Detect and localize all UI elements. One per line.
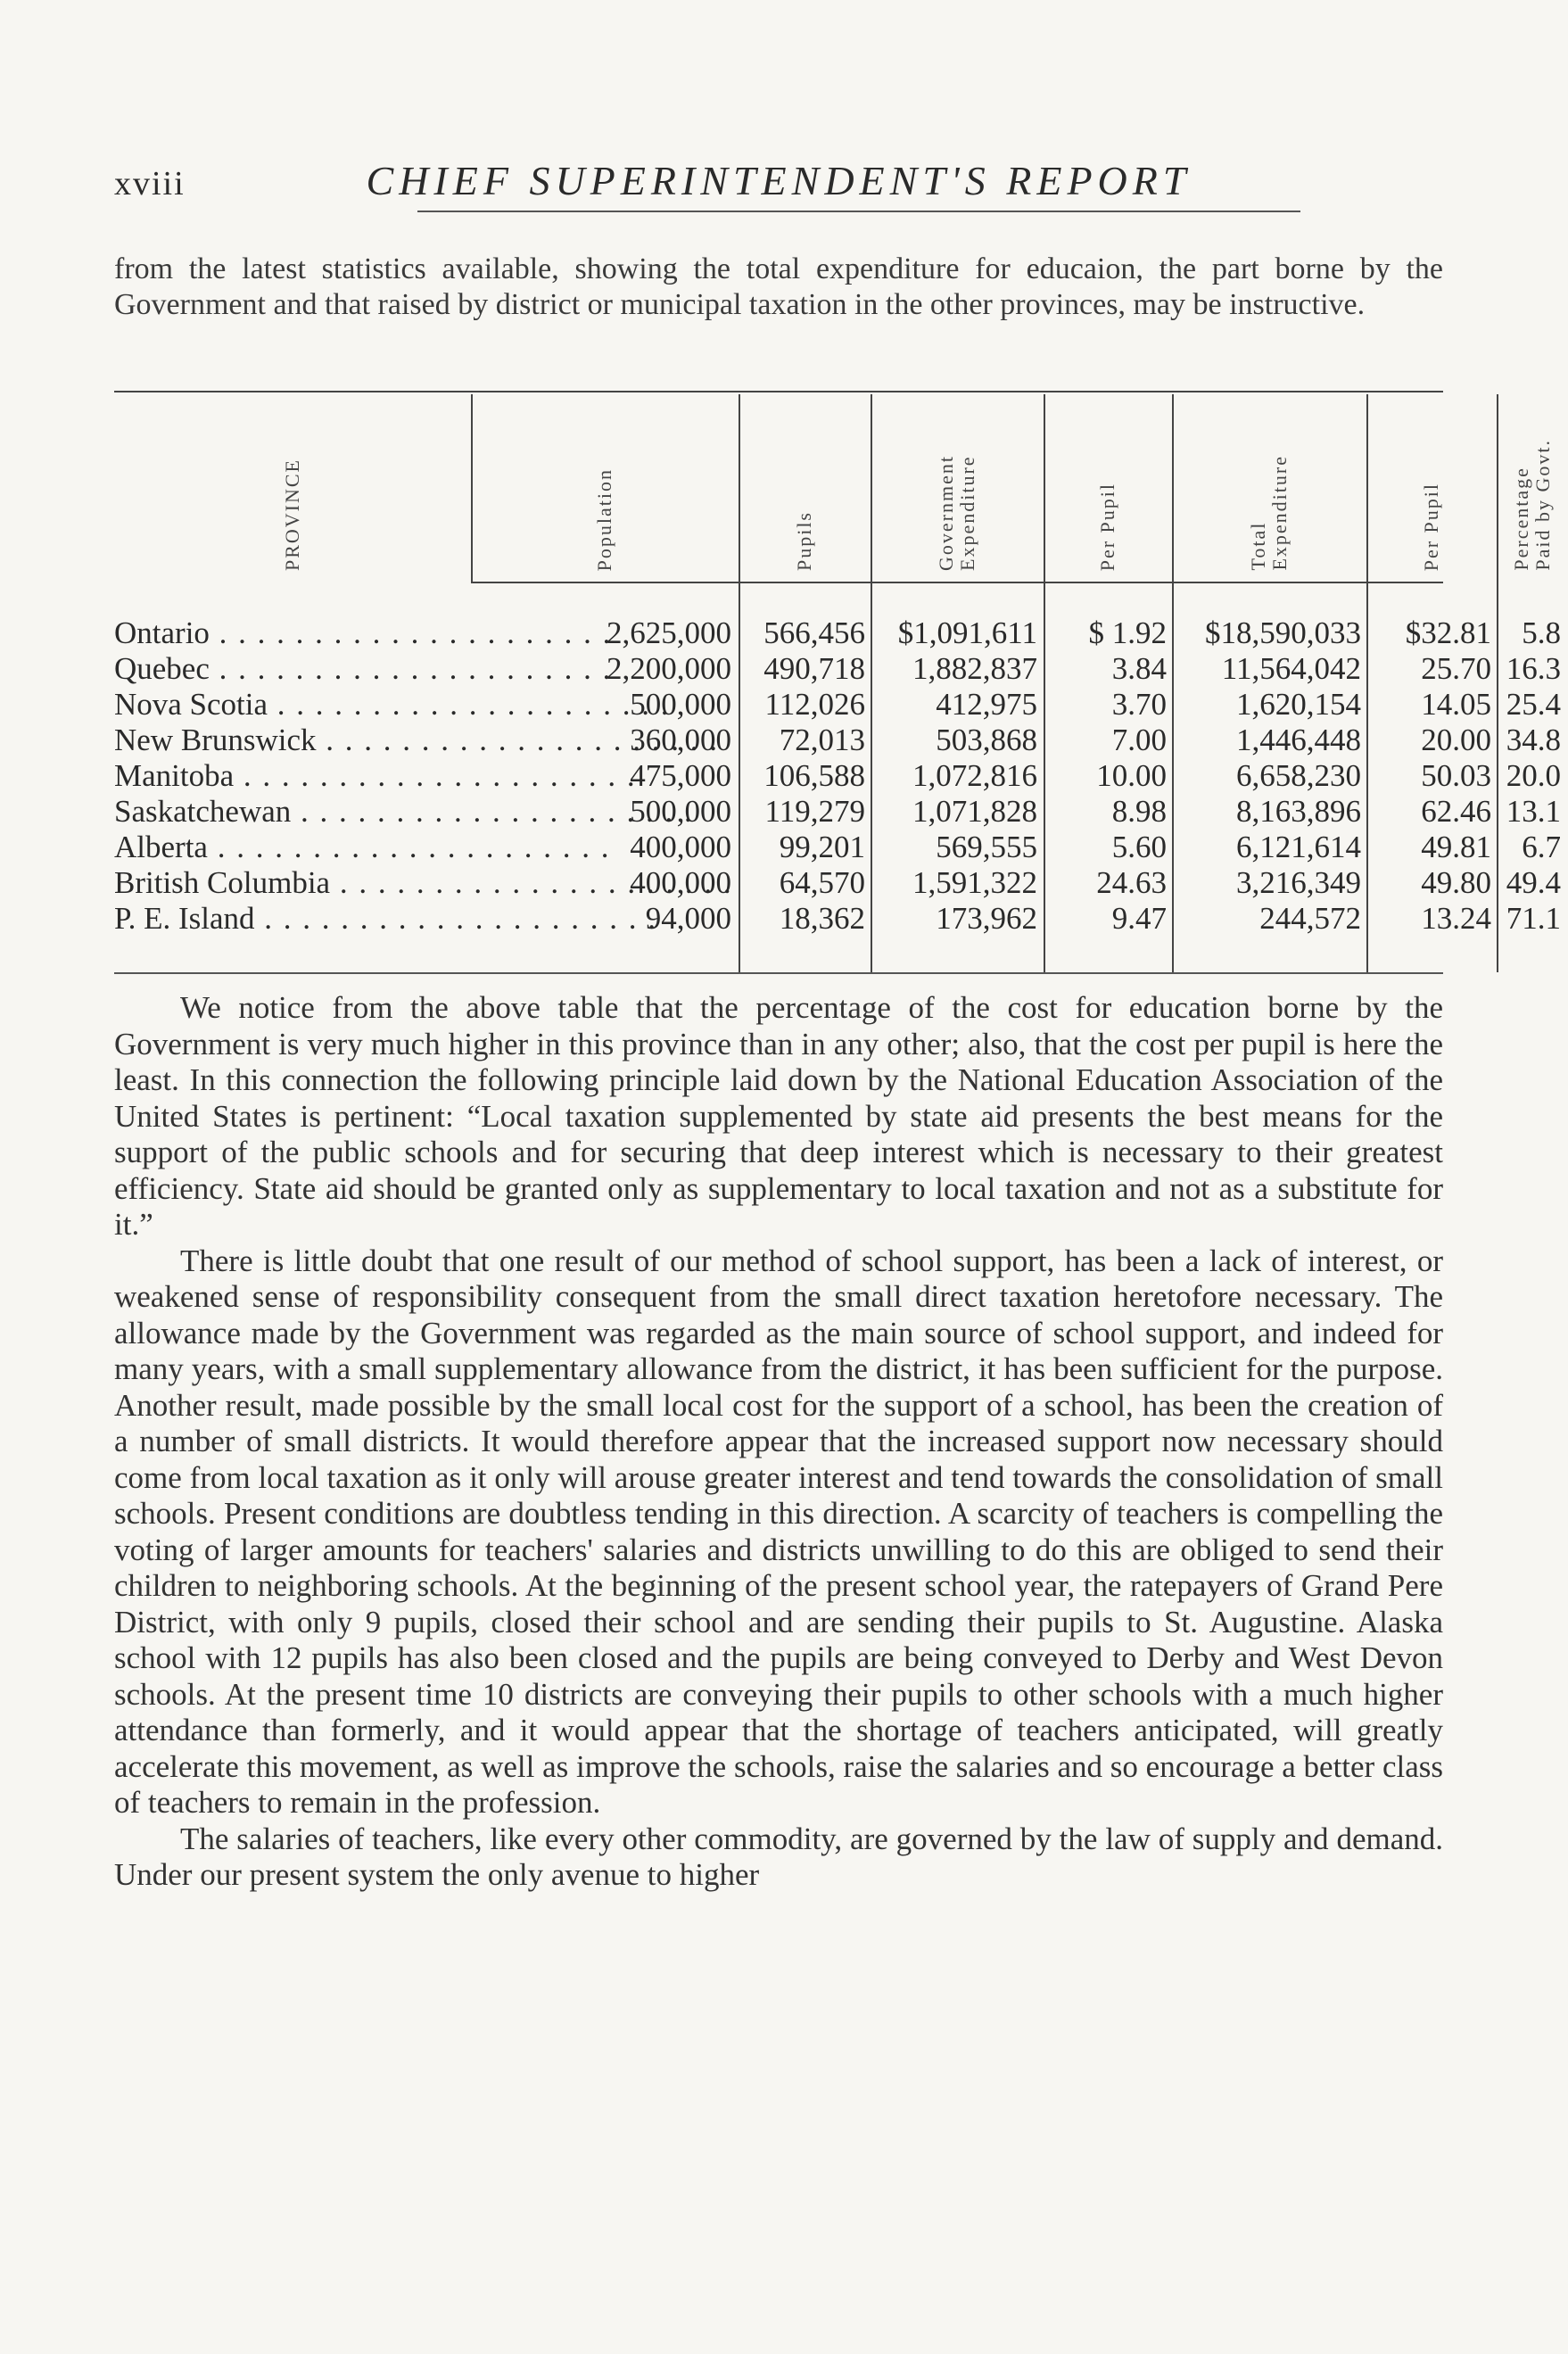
cell-gov-per-pupil: 3.84	[1111, 651, 1167, 686]
header-cell-government-expenditure: Government Expenditure	[935, 455, 978, 571]
table-row	[114, 687, 1561, 723]
cell-gov-expenditure: 1,072,816	[912, 758, 1037, 793]
cell-pupils: 18,362	[779, 901, 865, 936]
header-cell-province: PROVINCE	[281, 458, 303, 571]
cell-gov-expenditure: 569,555	[936, 830, 1037, 864]
cell-percentage: 13.1	[1506, 794, 1561, 829]
table-body	[114, 615, 1561, 937]
cell-total-expenditure: 6,658,230	[1236, 758, 1361, 793]
cell-province: Nova Scotia . . .	[114, 687, 464, 723]
body-paragraph: We notice from the above table that the percentage of the cost for education borne by the Government is very much higher in this province than in any other; also, that the cost per pupil is here the least. In this connection the following principle laid down by the National Education Association of the United States is pertinent: “Local taxation supplemented by state aid presents the best means for the support of the public schools and for securing that deep interest which is necessary to their greatest efficiency. State aid should be granted only as supplementary to local taxation and not as a substitute for it.”	[114, 990, 1443, 1242]
table-row	[114, 758, 1561, 794]
cell-total-expenditure: 1,620,154	[1236, 687, 1361, 722]
cell-gov-per-pupil: 8.98	[1111, 794, 1167, 829]
table-row	[114, 865, 1561, 901]
table-row	[114, 723, 1561, 758]
cell-total-expenditure: 11,564,042	[1221, 651, 1361, 686]
cell-pupils: 72,013	[779, 723, 865, 757]
table-bottom-rule	[114, 972, 1443, 974]
body-text	[114, 990, 1443, 1894]
cell-total-per-pupil: 13.24	[1421, 901, 1491, 936]
cell-gov-per-pupil: 7.00	[1111, 723, 1167, 757]
cell-gov-per-pupil: 9.47	[1111, 901, 1167, 936]
cell-total-expenditure: 6,121,614	[1236, 830, 1361, 864]
cell-population: 94,000	[645, 901, 731, 936]
cell-population: 500,000	[630, 687, 731, 722]
cell-percentage: 6.7	[1522, 830, 1561, 864]
cell-pupils: 119,279	[764, 794, 865, 829]
cell-gov-per-pupil: 5.60	[1111, 830, 1167, 864]
body-paragraph: There is little doubt that one result of our method of school support, has been a lack of interest, or weakened sense of responsibility consequent from the small direct taxation heretofore necessary. The allowance made by the Government was regarded as the main source of school support, and indeed for many years, with a small supplementary allowance from the district, it has been sufficient for the purpose. Another result, made possible by the small local cost for the support of a school, has been the creation of a number of small districts. It would therefore appear that the increased support now necessary should come from local taxation as it only will arouse greater interest and tend towards the consolidation of small schools. Present conditions are doubtless tending in this direction. A scarcity of teachers is compelling the voting of larger amounts for teachers' salaries and districts unwilling to do this are obliged to send their children to neighboring schools. At the beginning of the present school year, the ratepayers of Grand Pere District, with only 9 pupils, closed their school and are sending their pupils to St. Augustine. Alaska school with 12 pupils has also been closed and the pupils are being conveyed to Derby and West Devon schools. At the present time 10 districts are conveying their pupils to other schools with a much higher attendance than formerly, and it would appear that the shortage of teachers anticipated, will greatly accelerate this movement, as well as improve the schools, raise the salaries and so encourage a better class of teachers to remain in the profession.	[114, 1243, 1443, 1820]
cell-total-expenditure: 8,163,896	[1236, 794, 1361, 829]
cell-pupils: 490,718	[763, 651, 865, 686]
table-row	[114, 651, 1561, 687]
cell-gov-expenditure: 412,975	[936, 687, 1037, 722]
cell-population: 2,625,000	[607, 615, 731, 650]
cell-population: 360,000	[630, 723, 731, 757]
cell-province: P. E. Island . . .	[114, 901, 464, 937]
table-row	[114, 615, 1561, 651]
body-paragraph: The salaries of teachers, like every other commodity, are governed by the law of supply and demand. Under our present system the only avenue to higher	[114, 1821, 1443, 1892]
cell-gov-per-pupil: 3.70	[1111, 687, 1167, 722]
cell-population: 400,000	[630, 865, 731, 900]
intro-paragraph: from the latest statistics available, showing the total expenditure for educaion, the part borne by the Government and that raised by district or municipal taxation in the other provinces, may be instructive.	[114, 252, 1443, 321]
cell-population: 400,000	[630, 830, 731, 864]
cell-province: Saskatchewan . . .	[114, 794, 464, 830]
cell-population: 475,000	[630, 758, 731, 793]
cell-total-per-pupil: 20.00	[1421, 723, 1491, 757]
cell-gov-expenditure: 173,962	[936, 901, 1037, 936]
cell-province: British Columbia . . .	[114, 865, 464, 901]
cell-total-expenditure: 1,446,448	[1236, 723, 1361, 757]
cell-population: 500,000	[630, 794, 731, 829]
cell-total-expenditure: 244,572	[1259, 901, 1361, 936]
header-cell-total-expenditure: Total Expenditure	[1247, 455, 1291, 571]
cell-province: Ontario . . .	[114, 615, 464, 651]
header-bottom-rule	[471, 582, 1443, 583]
cell-total-per-pupil: $32.81	[1405, 615, 1491, 650]
table-row	[114, 830, 1561, 865]
cell-total-expenditure: $18,590,033	[1205, 615, 1361, 650]
cell-total-per-pupil: 14.05	[1421, 687, 1491, 722]
cell-population: 2,200,000	[607, 651, 731, 686]
cell-total-per-pupil: 50.03	[1421, 758, 1491, 793]
cell-gov-expenditure: 503,868	[936, 723, 1037, 757]
header-cell-percentage: Percentage Paid by Govt.	[1510, 439, 1554, 571]
cell-gov-per-pupil: $ 1.92	[1088, 615, 1167, 650]
page-number: xviii	[114, 165, 186, 202]
running-head	[114, 157, 1443, 211]
cell-gov-expenditure: 1,071,828	[912, 794, 1037, 829]
cell-percentage: 71.1	[1506, 901, 1561, 936]
cell-percentage: 16.3	[1506, 651, 1561, 686]
cell-total-per-pupil: 49.80	[1421, 865, 1491, 900]
cell-total-per-pupil: 62.46	[1421, 794, 1491, 829]
header-cell-pupils: Pupils	[793, 510, 815, 571]
cell-province: Manitoba . . .	[114, 758, 464, 794]
cell-province: Quebec . . .	[114, 651, 464, 687]
cell-percentage: 34.8	[1506, 723, 1561, 757]
cell-total-expenditure: 3,216,349	[1236, 865, 1361, 900]
page-title: CHIEF SUPERINTENDENT'S REPORT	[366, 158, 1192, 203]
cell-percentage: 49.4	[1506, 865, 1561, 900]
cell-gov-per-pupil: 10.00	[1096, 758, 1167, 793]
header-rule	[417, 211, 1300, 212]
table-top-rule	[114, 391, 1443, 392]
header-cell-gov-per-pupil: Per Pupil	[1096, 482, 1118, 571]
cell-total-per-pupil: 25.70	[1421, 651, 1491, 686]
cell-total-per-pupil: 49.81	[1421, 830, 1491, 864]
header-cell-total-per-pupil: Per Pupil	[1420, 482, 1442, 571]
cell-province: New Brunswick . . .	[114, 723, 464, 758]
cell-pupils: 112,026	[764, 687, 865, 722]
cell-percentage: 25.4	[1506, 687, 1561, 722]
table-row	[114, 901, 1561, 937]
header-cell-population: Population	[593, 467, 615, 571]
column-divider	[471, 394, 473, 582]
cell-gov-per-pupil: 24.63	[1096, 865, 1167, 900]
table-header-row	[114, 394, 1554, 582]
cell-pupils: 99,201	[779, 830, 865, 864]
cell-pupils: 566,456	[763, 615, 865, 650]
table-row	[114, 794, 1561, 830]
cell-province: Alberta . . .	[114, 830, 464, 865]
cell-percentage: 5.8	[1522, 615, 1561, 650]
cell-gov-expenditure: $1,091,611	[897, 615, 1037, 650]
cell-pupils: 64,570	[779, 865, 865, 900]
cell-gov-expenditure: 1,882,837	[912, 651, 1037, 686]
cell-gov-expenditure: 1,591,322	[912, 865, 1037, 900]
cell-percentage: 20.0	[1506, 758, 1561, 793]
cell-pupils: 106,588	[763, 758, 865, 793]
